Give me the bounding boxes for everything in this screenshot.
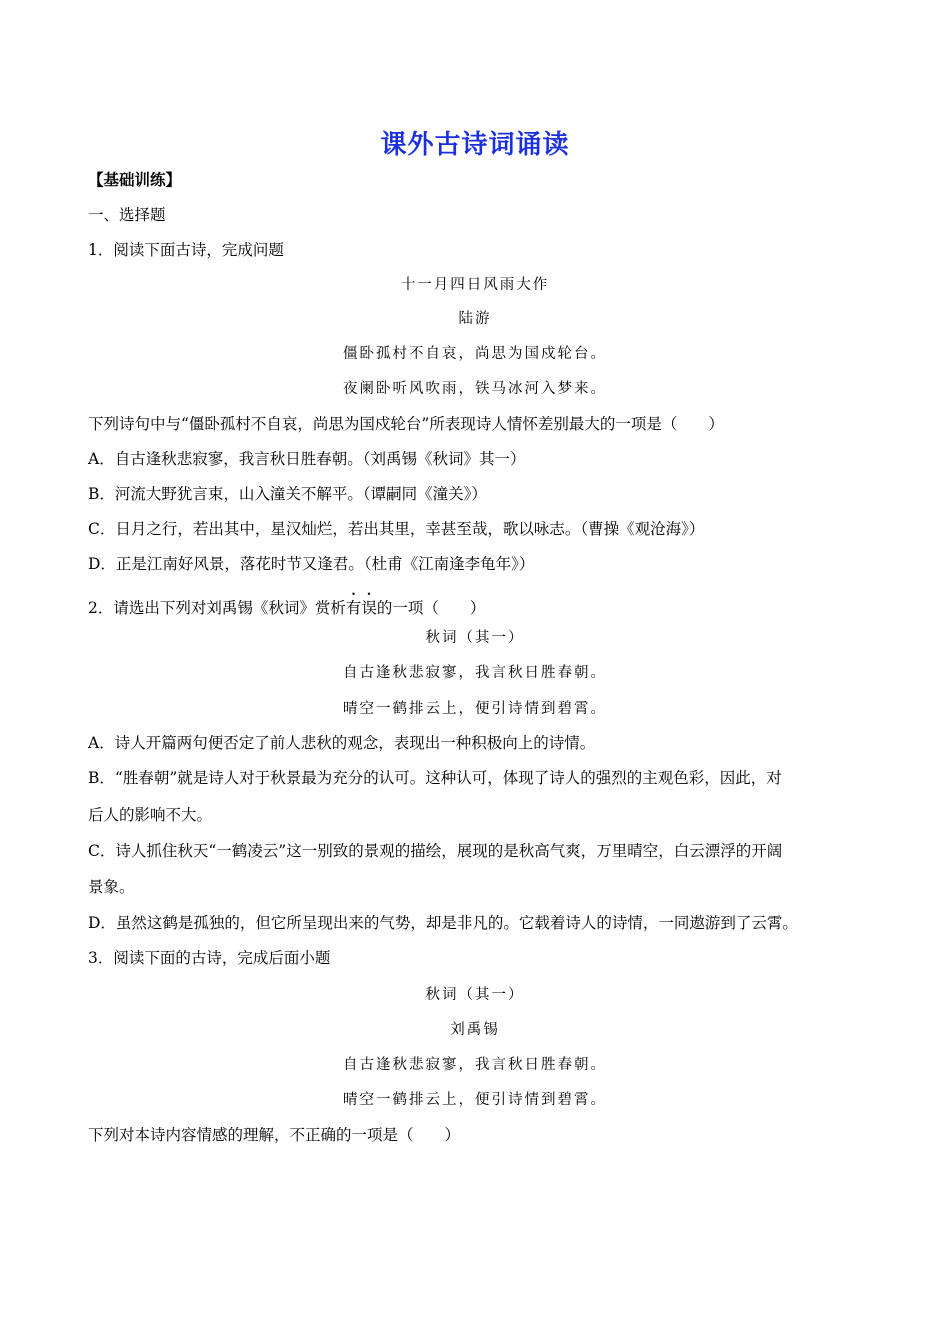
q1-poem-title: 十一月四日风雨大作 [400,277,550,293]
q1-prompt: 1．阅读下面古诗，完成问题 [88,241,284,259]
q1-option-d: D．正是江南好风景，落花时节又逢君。（杜甫《江南逢李龟年》） [88,555,535,573]
part-heading: 一、选择题 [88,206,166,224]
q2-poem-line: 自古逢秋悲寂寥，我言秋日胜春朝。 [343,665,607,681]
q2-option-b-line2: 后人的影响不大。 [88,806,213,824]
q2-prompt-start: 2．请选出下列对刘禹锡《秋词》赏析 [88,599,346,617]
q3-poem-author: 刘禹锡 [450,1022,500,1038]
q1-option-b: B．河流大野犹言束，山入潼关不解平。（谭嗣同《潼关》） [88,485,487,503]
q3-question: 下列对本诗内容情感的理解，不正确的一项是（ ） [88,1126,461,1144]
q3-poem-line: 自古逢秋悲寂寥，我言秋日胜春朝。 [343,1057,607,1073]
q2-poem-title: 秋词（其一） [425,630,525,646]
q1-option-a: A．自古逢秋悲寂寥，我言秋日胜春朝。（刘禹锡《秋词》其一） [88,450,526,468]
q3-prompt: 3．阅读下面的古诗，完成后面小题 [88,949,331,967]
q2-option-c-line1: C．诗人抓住秋天“一鹤凌云”这一别致的景观的描绘，展现的是秋高气爽，万里晴空，白云漂浮的开阔 [88,842,783,860]
q2-prompt [88,590,485,618]
q3-poem-title: 秋词（其一） [425,987,525,1003]
q2-option-c-line2: 景象。 [88,878,135,896]
section-header: 【基础训练】 [88,170,182,189]
q1-poem-line: 僵卧孤村不自哀，尚思为国戍轮台。 [343,346,607,362]
q2-option-d: D．虽然这鹤是孤独的，但它所呈现出来的气势，却是非凡的。它载着诗人的诗情，一同遨游到了云霄。 [88,914,798,932]
q2-option-b-line1: B．“胜春朝”就是诗人对于秋景最为充分的认可。这种认可，体现了诗人的强烈的主观色彩，因此，对 [88,769,782,787]
q1-poem-author: 陆游 [458,311,492,327]
q1-poem-line: 夜阑卧听风吹雨，铁马冰河入梦来。 [343,381,607,397]
q2-poem-line: 晴空一鹤排云上，便引诗情到碧霄。 [343,701,607,717]
q2-option-a: A．诗人开篇两句便否定了前人悲秋的观念，表现出一种积极向上的诗情。 [88,734,596,752]
q2-prompt-end: 的一项（ ） [376,599,486,617]
page-title: 课外古诗词诵读 [380,130,570,160]
q1-question: 下列诗句中与“僵卧孤村不自哀，尚思为国戍轮台”所表现诗人情怀差别最大的一项是（ ） [88,415,724,433]
q3-poem-line: 晴空一鹤排云上，便引诗情到碧霄。 [343,1092,607,1108]
q2-prompt-emphasis: 有误 [345,599,377,617]
q1-option-c: C．日月之行，若出其中，星汉灿烂，若出其里，幸甚至哉，歌以咏志。（曹操《观沧海》） [88,520,705,538]
